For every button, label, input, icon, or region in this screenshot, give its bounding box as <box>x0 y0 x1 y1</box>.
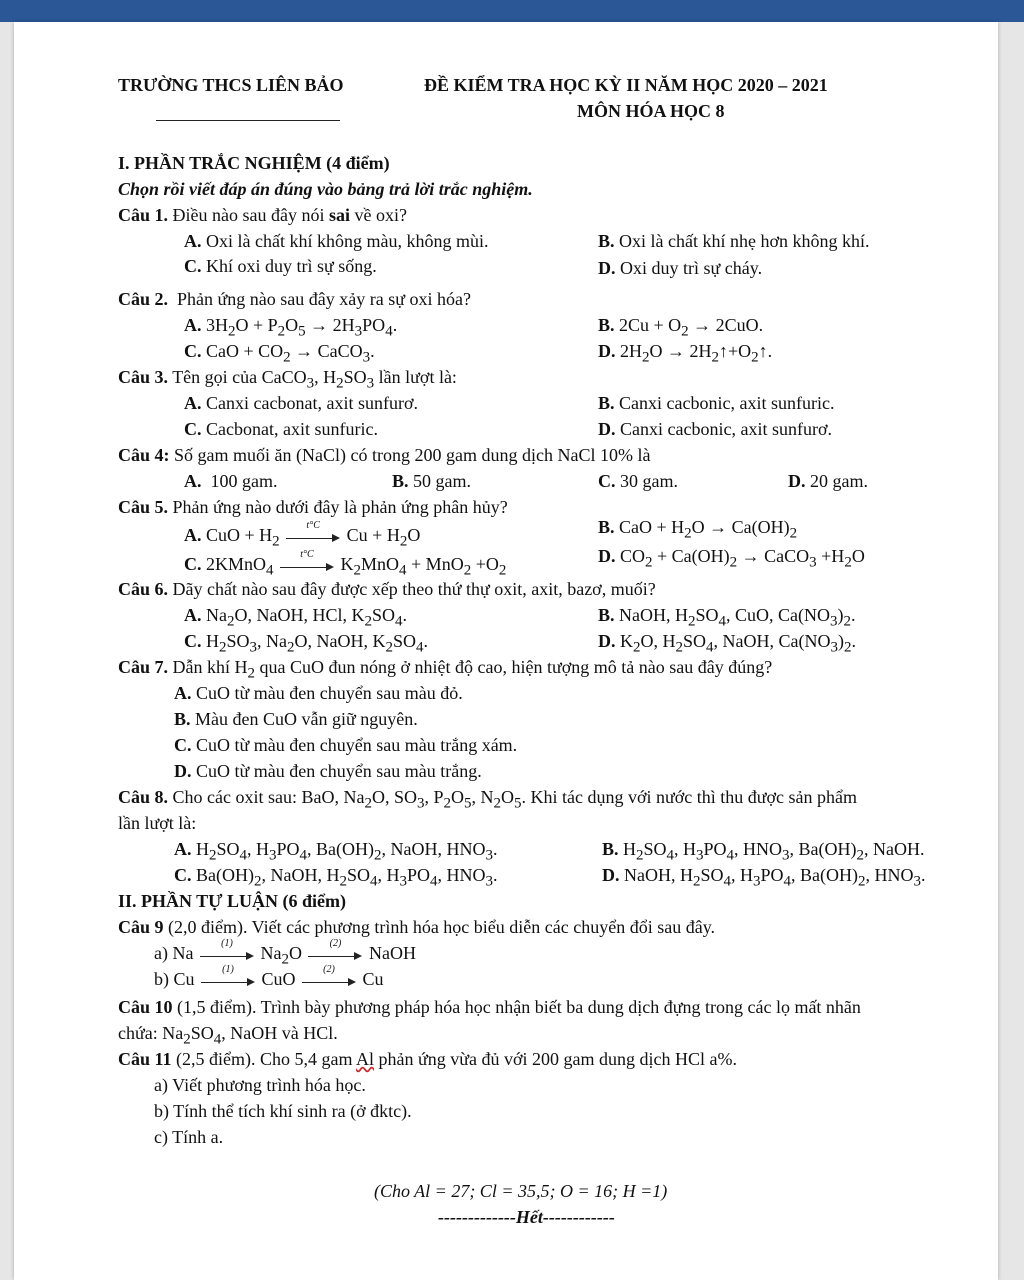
question-11: Câu 11 (2,5 điểm). Cho 5,4 gam Al phản ứng vừa đủ với 200 gam dung dịch HCl a%. <box>118 1049 738 1069</box>
arrow-icon: t°C <box>278 557 336 575</box>
q1-option-a: A. Oxi là chất khí không màu, không mùi. <box>184 231 489 251</box>
q8-option-d: D. NaOH, $H_2SO_4$, $H_3PO_4$, $Ba(OH)_2$, $HNO_3$. <box>602 865 926 890</box>
question-9: Câu 9 (2,0 điểm). Viết các phương trình hóa học biểu diễn các chuyển đổi sau đây. <box>118 917 716 937</box>
end-marker: -------------Hết------------ <box>438 1207 615 1227</box>
q1-option-d: D. Oxi duy trì sự cháy. <box>598 258 763 278</box>
arrow-icon: t°C <box>284 528 342 546</box>
q7-option-a: A. CuO từ màu đen chuyển sau màu đỏ. <box>174 683 463 703</box>
school-underline <box>156 120 340 121</box>
q8-option-b: B. $H_2SO_4$, $H_3PO_4$, $HNO_3$, $Ba(OH)_2$, NaOH. <box>602 839 925 864</box>
arrow-icon: (1) <box>198 946 256 964</box>
part1-instruction: Chọn rồi viết đáp án đúng vào bảng trả lời trắc nghiệm. <box>118 179 533 199</box>
question-2: Câu 2. Phản ứng nào sau đây xảy ra sự oxi hóa? <box>118 289 471 309</box>
school-name: TRƯỜNG THCS LIÊN BẢO <box>118 75 344 95</box>
q6-option-a: A. $Na_2O$, NaOH, HCl, $K_2SO_4$. <box>184 605 408 630</box>
exam-title: ĐỀ KIỂM TRA HỌC KỲ II NĂM HỌC 2020 – 2021 <box>424 75 828 95</box>
q4-option-a: A. 100 gam. <box>184 471 278 491</box>
q3-option-c: C. Cacbonat, axit sunfuric. <box>184 419 378 439</box>
q4-option-b: B. 50 gam. <box>392 471 472 491</box>
q11-part-b: b) Tính thể tích khí sinh ra (ở đktc). <box>154 1101 412 1121</box>
arrow-icon: (1) <box>199 972 257 990</box>
question-6: Câu 6. Dãy chất nào sau đây được xếp theo thứ thự oxit, axit, bazơ, muối? <box>118 579 656 599</box>
q4-option-d: D. 20 gam. <box>788 471 868 491</box>
q9-chain-b: b) Cu (1) CuO (2) Cu <box>154 963 384 989</box>
q6-option-c: C. $H_2SO_3$, $Na_2O$, NaOH, $K_2SO_4$. <box>184 631 429 656</box>
question-1: Câu 1. Điều nào sau đây nói sai về oxi? <box>118 205 407 225</box>
subject-title: MÔN HÓA HỌC 8 <box>577 101 725 121</box>
q7-option-b: B. Màu đen CuO vẫn giữ nguyên. <box>174 709 418 729</box>
arrow-icon: (2) <box>306 946 364 964</box>
question-8: Câu 8. Cho các oxit sau: BaO, $Na_2O$, $SO_3$, $P_2O_5$, $N_2O_5$. Khi tác dụng với nước thì thu được sản phẩm <box>118 787 858 812</box>
question-4: Câu 4: Số gam muối ăn (NaCl) có trong 200 gam dung dịch NaCl 10% là <box>118 445 651 465</box>
q5-option-c: C. 2KMnO$_4$ t°C $K_2MnO_4 + MnO_2 +O_2$ <box>184 548 507 579</box>
question-10-line2: chứa: $Na_2SO_4$, NaOH và HCl. <box>118 1023 338 1048</box>
question-7: Câu 7. Dẫn khí $H_2$ qua CuO đun nóng ở nhiệt độ cao, hiện tượng mô tả nào sau đây đúng? <box>118 657 773 682</box>
question-10: Câu 10 (1,5 điểm). Trình bày phương pháp hóa học nhận biết ba dung dịch đựng trong các lọ mất nhãn <box>118 997 861 1017</box>
q9-chain-a: a) Na (1) $Na_2O$ (2) NaOH <box>154 937 416 968</box>
q3-option-b: B. Canxi cacbonic, axit sunfuric. <box>598 393 835 413</box>
q4-option-c: C. 30 gam. <box>598 471 678 491</box>
q8-option-a: A. $H_2SO_4$, $H_3PO_4$, $Ba(OH)_2$, NaOH, $HNO_3$. <box>174 839 498 864</box>
q7-option-c: C. CuO từ màu đen chuyển sau màu trắng xám. <box>174 735 518 755</box>
part1-title: I. PHẦN TRẮC NGHIỆM (4 điểm) <box>118 153 390 173</box>
q2-option-a: A. $3H_2O + P_2O_5 \to 2H_3PO_4$. <box>184 315 398 340</box>
q7-option-d: D. CuO từ màu đen chuyển sau màu trắng. <box>174 761 482 781</box>
q2-option-c: C. CaO + $CO_2$ → CaCO$_3$. <box>184 341 375 366</box>
question-8-line2: lần lượt là: <box>118 813 197 833</box>
q2-option-d: D. $2H_2O$ → $2H_2↑+O_2↑$. <box>598 341 773 366</box>
q1-option-b: B. Oxi là chất khí nhẹ hơn không khí. <box>598 231 870 251</box>
given-values: (Cho Al = 27; Cl = 35,5; O = 16; H =1) <box>374 1181 668 1201</box>
q6-option-b: B. NaOH, $H_2SO_4$, CuO, $Ca(NO_3)_2$. <box>598 605 856 630</box>
question-3: Câu 3. Tên gọi của CaCO$_3$, $H_2SO_3$ lần lượt là: <box>118 367 457 392</box>
window-top-bar <box>0 0 1024 22</box>
part2-title: II. PHẦN TỰ LUẬN (6 điểm) <box>118 891 346 911</box>
q5-option-b: B. CaO + $H_2O \to Ca(OH)_2$ <box>598 517 798 542</box>
q11-part-c: c) Tính a. <box>154 1127 224 1147</box>
q8-option-c: C. $Ba(OH)_2$, NaOH, $H_2SO_4$, $H_3PO_4$, $HNO_3$. <box>174 865 498 890</box>
q2-option-b: B. $2Cu + O_2 \to 2CuO$. <box>598 315 764 340</box>
arrow-icon: (2) <box>300 972 358 990</box>
q5-option-a: A. CuO + $H_2$ t°C $Cu + H_2O$ <box>184 519 421 550</box>
q3-option-a: A. Canxi cacbonat, axit sunfurơ. <box>184 393 418 413</box>
q1-option-c: C. Khí oxi duy trì sự sống. <box>184 256 377 276</box>
exam-paper <box>14 22 998 1280</box>
q3-option-d: D. Canxi cacbonic, axit sunfurơ. <box>598 419 832 439</box>
q6-option-d: D. $K_2O$, $H_2SO_4$, NaOH, $Ca(NO_3)_2$. <box>598 631 856 656</box>
q11-part-a: a) Viết phương trình hóa học. <box>154 1075 366 1095</box>
question-5: Câu 5. Phản ứng nào dưới đây là phản ứng phân hủy? <box>118 497 508 517</box>
q5-option-d: D. $CO_2 + Ca(OH)_2$ → CaCO$_3$ $+H_2O$ <box>598 546 865 571</box>
